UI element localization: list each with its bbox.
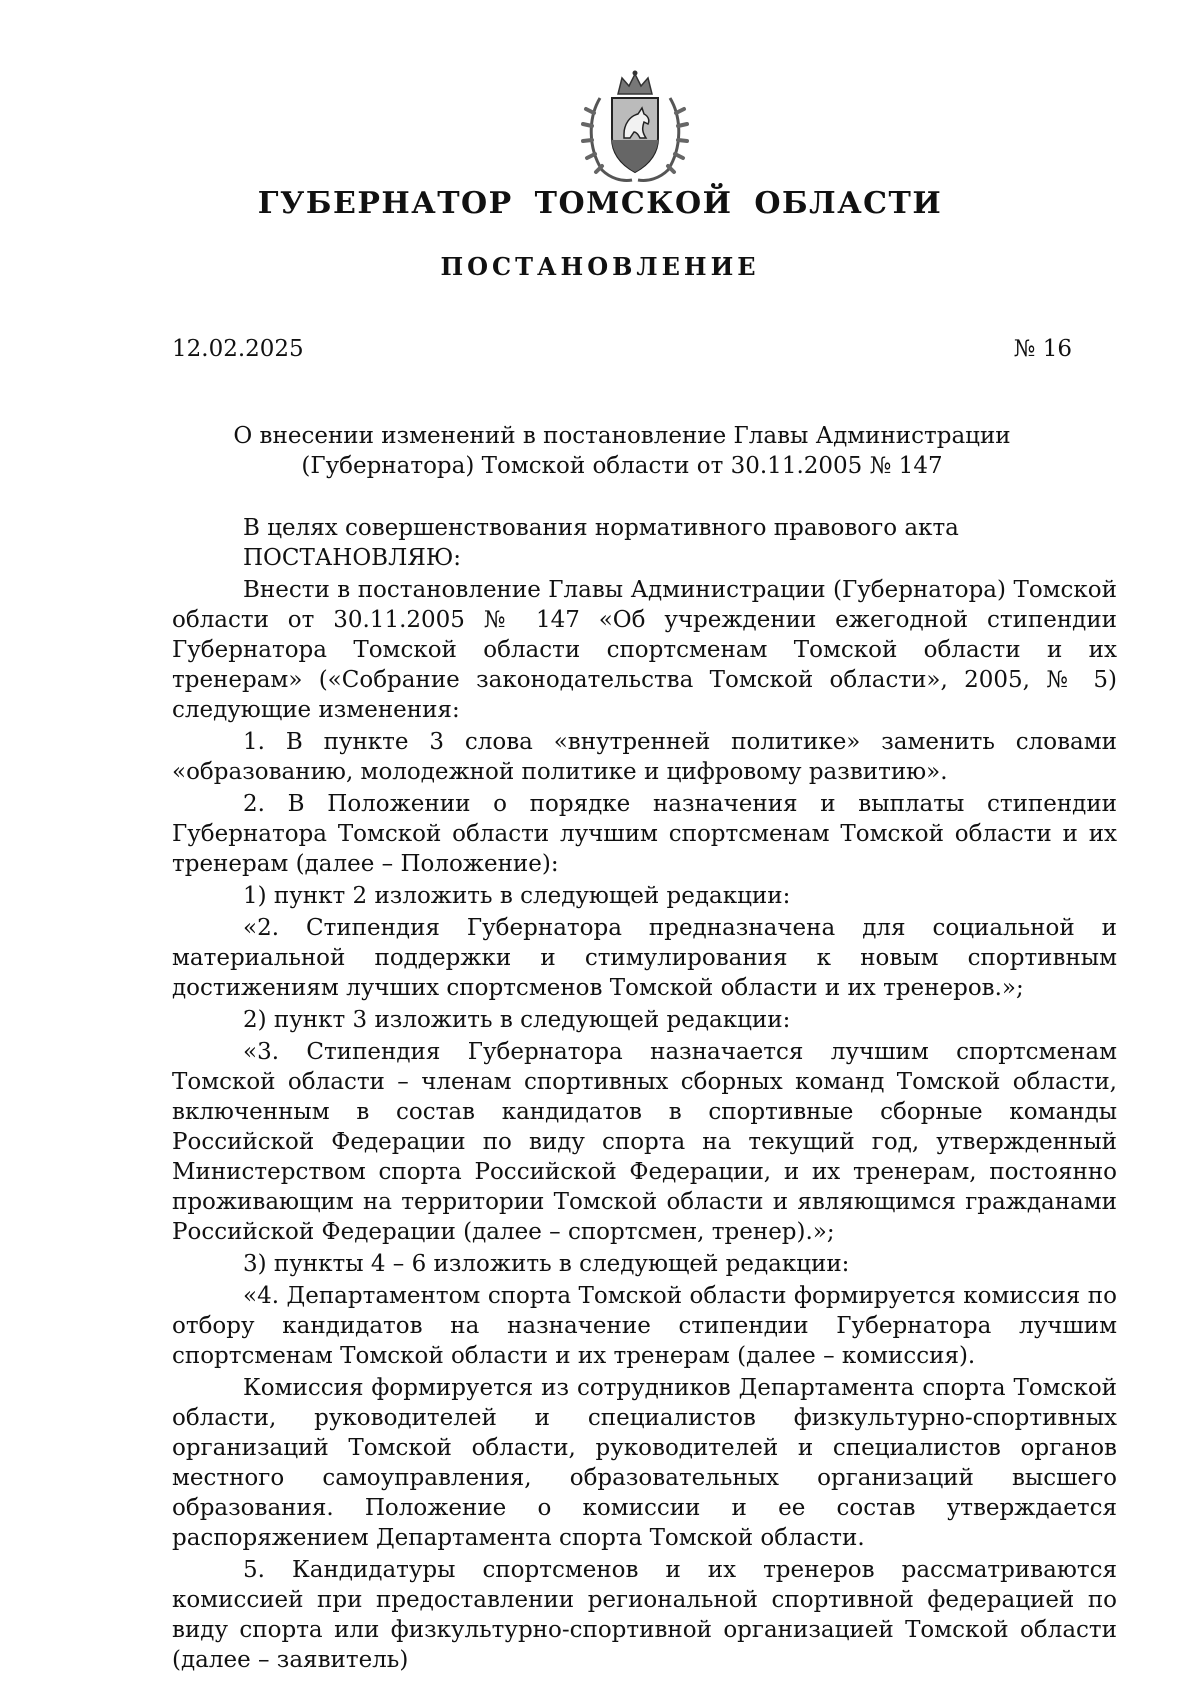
document-type: ПОСТАНОВЛЕНИЕ [440, 252, 760, 281]
issuing-authority: ГУБЕРНАТОР ТОМСКОЙ ОБЛАСТИ [257, 186, 943, 221]
body-paragraph: Комиссия формируется из сотрудников Департамента спорта Томской области, руководителей и специалистов физкультурно-спортивных организаций Томской области, руководителей и специалистов органов местного самоуправления, образовательных организаций высшего образования. Положение о комиссии и ее состав утверждается распоряжением Департамента спорта Томской области. [172, 1375, 1117, 1551]
subject-line-1: О внесении изменений в постановление Главы Администрации [233, 423, 1011, 449]
body-paragraph: В целях совершенствования нормативного правового акта [243, 515, 959, 541]
document-body [172, 513, 1117, 1675]
body-paragraph: Внести в постановление Главы Администрации (Губернатора) Томской области от 30.11.2005 № 147 «Об учреждении ежегодной стипендии Губернатора Томской области спортсменам Томской области и их тренерам» («Собрание законодательства Томской области», 2005, № 5) следующие изменения: [172, 577, 1117, 723]
body-paragraph: «3. Стипендия Губернатора назначается лучшим спортсменам Томской области – членам спортивных сборных команд Томской области, включенным в состав кандидатов в спортивные сборные команды Российской Федерации по виду спорта на текущий год, утвержденный Министерством спорта Российской Федерации, и их тренерам, постоянно проживающим на территории Томской области и являющимся гражданами Российской Федерации (далее – спортсмен, тренер).»; [172, 1039, 1117, 1245]
body-paragraph: 1) пункт 2 изложить в следующей редакции: [243, 883, 791, 909]
body-paragraph: 1. В пункте 3 слова «внутренней политике» заменить словами «образованию, молодежной политике и цифровому развитию». [172, 729, 1117, 785]
resolution-word: ПОСТАНОВЛЯЮ: [243, 545, 462, 571]
document-number: № 16 [1013, 336, 1072, 362]
subject-line-2: (Губернатора) Томской области от 30.11.2005 № 147 [301, 453, 943, 479]
body-paragraph: 2) пункт 3 изложить в следующей редакции: [243, 1007, 791, 1033]
body-paragraph: 3) пункты 4 – 6 изложить в следующей редакции: [243, 1251, 850, 1277]
body-paragraph: «2. Стипендия Губернатора предназначена для социальной и материальной поддержки и стимулирования к новым спортивным достижениям лучших спортсменов Томской области и их тренеров.»; [172, 915, 1117, 1001]
document-subject [172, 421, 1072, 481]
body-paragraph: 2. В Положении о порядке назначения и выплаты стипендии Губернатора Томской области лучшим спортсменам Томской области и их тренерам (далее – Положение): [172, 791, 1117, 877]
tomsk-coat-of-arms-emblem [580, 68, 690, 188]
body-paragraph: 5. Кандидатуры спортсменов и их тренеров рассматриваются комиссией при предоставлении региональной спортивной федерацией по виду спорта или физкультурно-спортивной организацией Томской области (далее – заявитель) [172, 1557, 1117, 1673]
body-paragraph: «4. Департаментом спорта Томской области формируется комиссия по отбору кандидатов на назначение стипендии Губернатора лучшим спортсменам Томской области и их тренерам (далее – комиссия). [172, 1283, 1117, 1369]
document-date: 12.02.2025 [172, 336, 304, 362]
